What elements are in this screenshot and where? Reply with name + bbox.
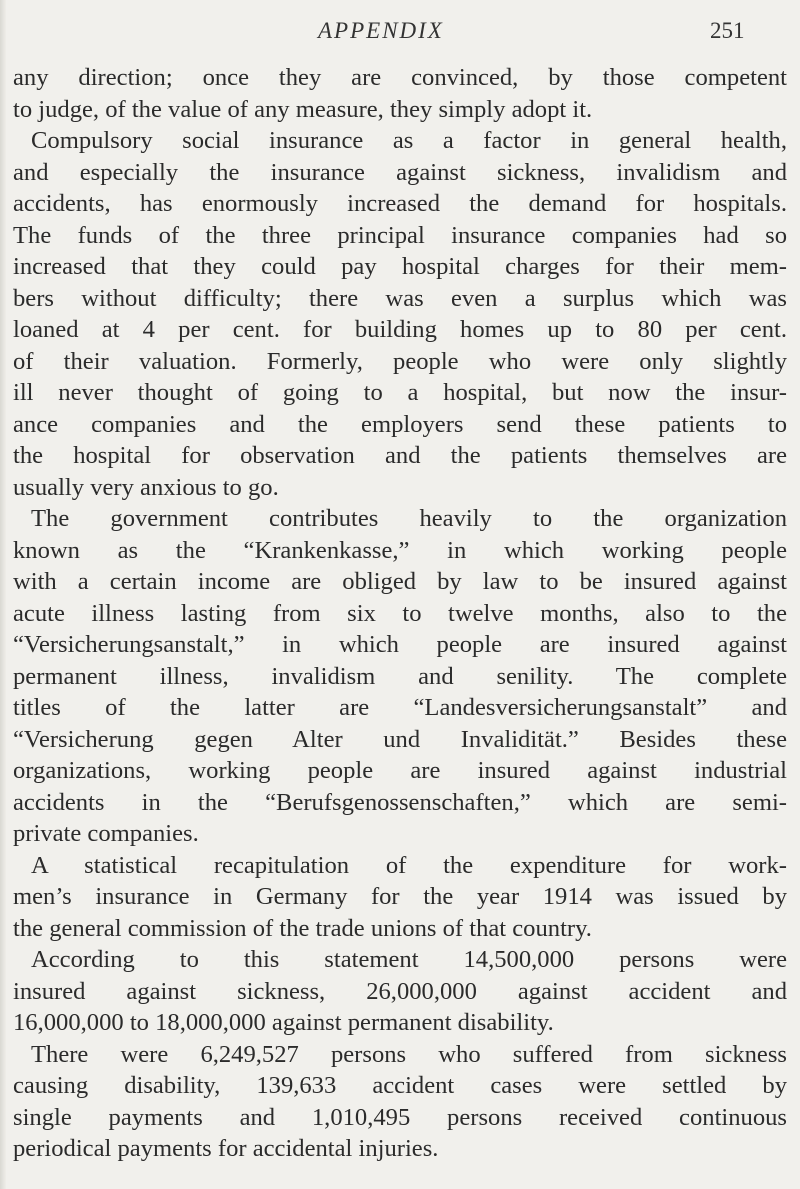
paragraph — [13, 1039, 787, 1165]
text-line: single payments and 1,010,495 persons received continuous — [13, 1103, 787, 1131]
text-line: the general commission of the trade unions of that country. — [13, 914, 592, 942]
text-line: 16,000,000 to 18,000,000 against permanent disability. — [13, 1009, 554, 1036]
page-header — [0, 14, 800, 50]
text-line: to judge, of the value of any measure, they simply adopt it. — [13, 95, 593, 123]
text-line: “Versicherung gegen Alter und Invalidität.” Besides these — [13, 725, 787, 753]
text-line: the hospital for observation and the patients themselves are — [13, 442, 787, 469]
text-line: accidents in the “Berufsgenossenschaften,” which are semi- — [13, 788, 787, 816]
text-line: The funds of the three principal insurance companies had so — [13, 221, 787, 249]
text-line: ill never thought of going to a hospital, but now the insur- — [13, 379, 787, 406]
text-line: accidents, has enormously increased the demand for hospitals. — [13, 190, 787, 217]
text-line: increased that they could pay hospital charges for their mem- — [13, 253, 787, 280]
text-line: and especially the insurance against sickness, invalidism and — [13, 158, 787, 186]
text-line: of their valuation. Formerly, people who were only slightly — [13, 347, 787, 375]
paragraph — [13, 944, 787, 1039]
text-line: bers without difficulty; there was even a surplus which was — [13, 284, 787, 312]
page-gutter-shadow — [0, 0, 6, 1189]
text-line: usually very anxious to go. — [13, 473, 279, 501]
text-line: acute illness lasting from six to twelve months, also to the — [13, 599, 787, 627]
text-line: private companies. — [13, 820, 199, 847]
text-line: A statistical recapitulation of the expenditure for work- — [31, 851, 787, 879]
running-head: APPENDIX — [318, 18, 444, 43]
body-text — [13, 62, 787, 1165]
text-line: with a certain income are obliged by law to be insured against — [13, 568, 787, 595]
text-line: causing disability, 139,633 accident cases were settled by — [13, 1072, 787, 1099]
text-line: periodical payments for accidental injuries. — [13, 1135, 439, 1162]
paragraph — [13, 125, 787, 503]
text-line: ance companies and the employers send these patients to — [13, 410, 787, 438]
text-line: known as the “Krankenkasse,” in which working people — [13, 536, 787, 564]
page-number: 251 — [710, 18, 745, 43]
text-line: any direction; once they are convinced, by those competent — [13, 64, 787, 91]
text-line: titles of the latter are “Landesversicherungsanstalt” and — [13, 694, 787, 721]
paragraph — [13, 850, 787, 945]
text-line: organizations, working people are insured against industrial — [13, 757, 787, 784]
text-line: insured against sickness, 26,000,000 against accident and — [13, 977, 787, 1005]
text-line: Compulsory social insurance as a factor in general health, — [31, 127, 787, 154]
text-line: loaned at 4 per cent. for building homes up to 80 per cent. — [13, 316, 787, 343]
text-line: There were 6,249,527 persons who suffered from sickness — [31, 1040, 787, 1068]
text-line: According to this statement 14,500,000 persons were — [31, 946, 787, 973]
text-line: The government contributes heavily to the organization — [31, 505, 787, 532]
text-line: “Versicherungsanstalt,” in which people are insured against — [13, 631, 787, 658]
text-line: permanent illness, invalidism and senility. The complete — [13, 662, 787, 690]
paragraph — [13, 62, 787, 125]
text-line: men’s insurance in Germany for the year 1914 was issued by — [13, 883, 787, 910]
paragraph — [13, 503, 787, 850]
